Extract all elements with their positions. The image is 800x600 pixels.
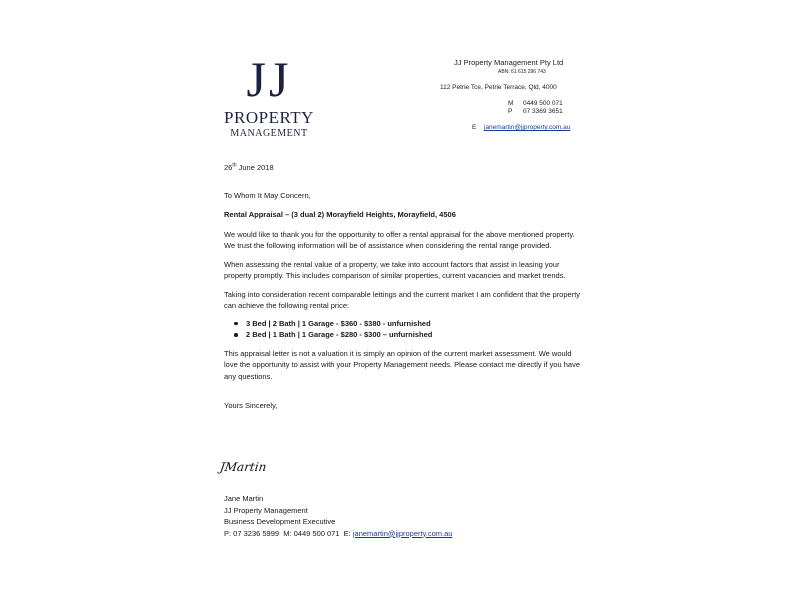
paragraph-4: This appraisal letter is not a valuation it is simply an opinion of the current market assessment. We would love the opportunity to assist with your Property Management needs. Please contact me directly if you have any questions.	[224, 348, 581, 381]
company-address: 112 Petrie Tce, Petrie Terrace, Qld, 4000	[440, 84, 557, 91]
closing: Yours Sincerely,	[224, 401, 278, 410]
paragraph-3: Taking into consideration recent comparable lettings and the current market I am confident that the property can achieve the following rental price:	[224, 289, 581, 310]
letter-body	[224, 162, 584, 412]
mobile-key: M	[508, 100, 514, 107]
paragraph-2: When assessing the rental value of a property, we take into account factors that assist in leasing your property promptly. This includes comparison of similar properties, current vacancies and market trends.	[224, 259, 566, 280]
email-key: E	[472, 124, 477, 131]
sender-title: Business Development Executive	[224, 517, 336, 526]
date-day: 26	[224, 163, 233, 172]
date-rest: June 2018	[236, 163, 274, 172]
sender-contact	[224, 528, 452, 540]
company-abn: ABN: 61 615 296 743	[498, 69, 546, 75]
sender-contact-numbers: P: 07 3236 5999 M: 0449 500 071 E:	[224, 528, 353, 538]
sender-name: Jane Martin	[224, 494, 264, 503]
logo-word-management: MANAGEMENT	[230, 128, 308, 139]
sender-block	[224, 493, 452, 539]
letter-date	[224, 162, 584, 174]
subject-line: Rental Appraisal – (3 dual 2) Morayfield Heights, Morayfield, 4506	[224, 210, 456, 219]
date-suffix: th	[232, 162, 237, 169]
company-phone-row	[508, 108, 563, 115]
company-mobile: 0449 500 071	[523, 100, 563, 107]
price-list	[224, 318, 584, 341]
sender-email-link[interactable]: janemartin@jjproperty.com.au	[352, 528, 453, 538]
company-email-link[interactable]: janemartin@jjproperty.com.au	[484, 124, 571, 131]
company-phone: 07 3369 3651	[523, 108, 563, 115]
company-mobile-row	[508, 100, 563, 107]
price-item: 2 Bed | 1 Bath | 1 Garage - $280 - $300 – unfurnished	[246, 329, 584, 341]
company-email-row	[472, 124, 570, 131]
logo-mark: JJ	[246, 51, 292, 107]
price-item: 3 Bed | 2 Bath | 1 Garage - $360 - $380 - unfurnished	[246, 318, 584, 330]
paragraph-1: We would like to thank you for the opportunity to offer a rental appraisal for the above mentioned property. We trust the following information will be of assistance when considering the rental range provided.	[224, 229, 575, 250]
sender-company: JJ Property Management	[224, 505, 308, 515]
company-name: JJ Property Management Pty Ltd	[454, 58, 564, 67]
logo-word-property: PROPERTY	[224, 108, 314, 127]
phone-key: P	[508, 108, 513, 115]
handwritten-signature: JMartin	[219, 460, 268, 474]
company-logo	[224, 52, 314, 141]
salutation: To Whom It May Concern,	[224, 190, 311, 200]
